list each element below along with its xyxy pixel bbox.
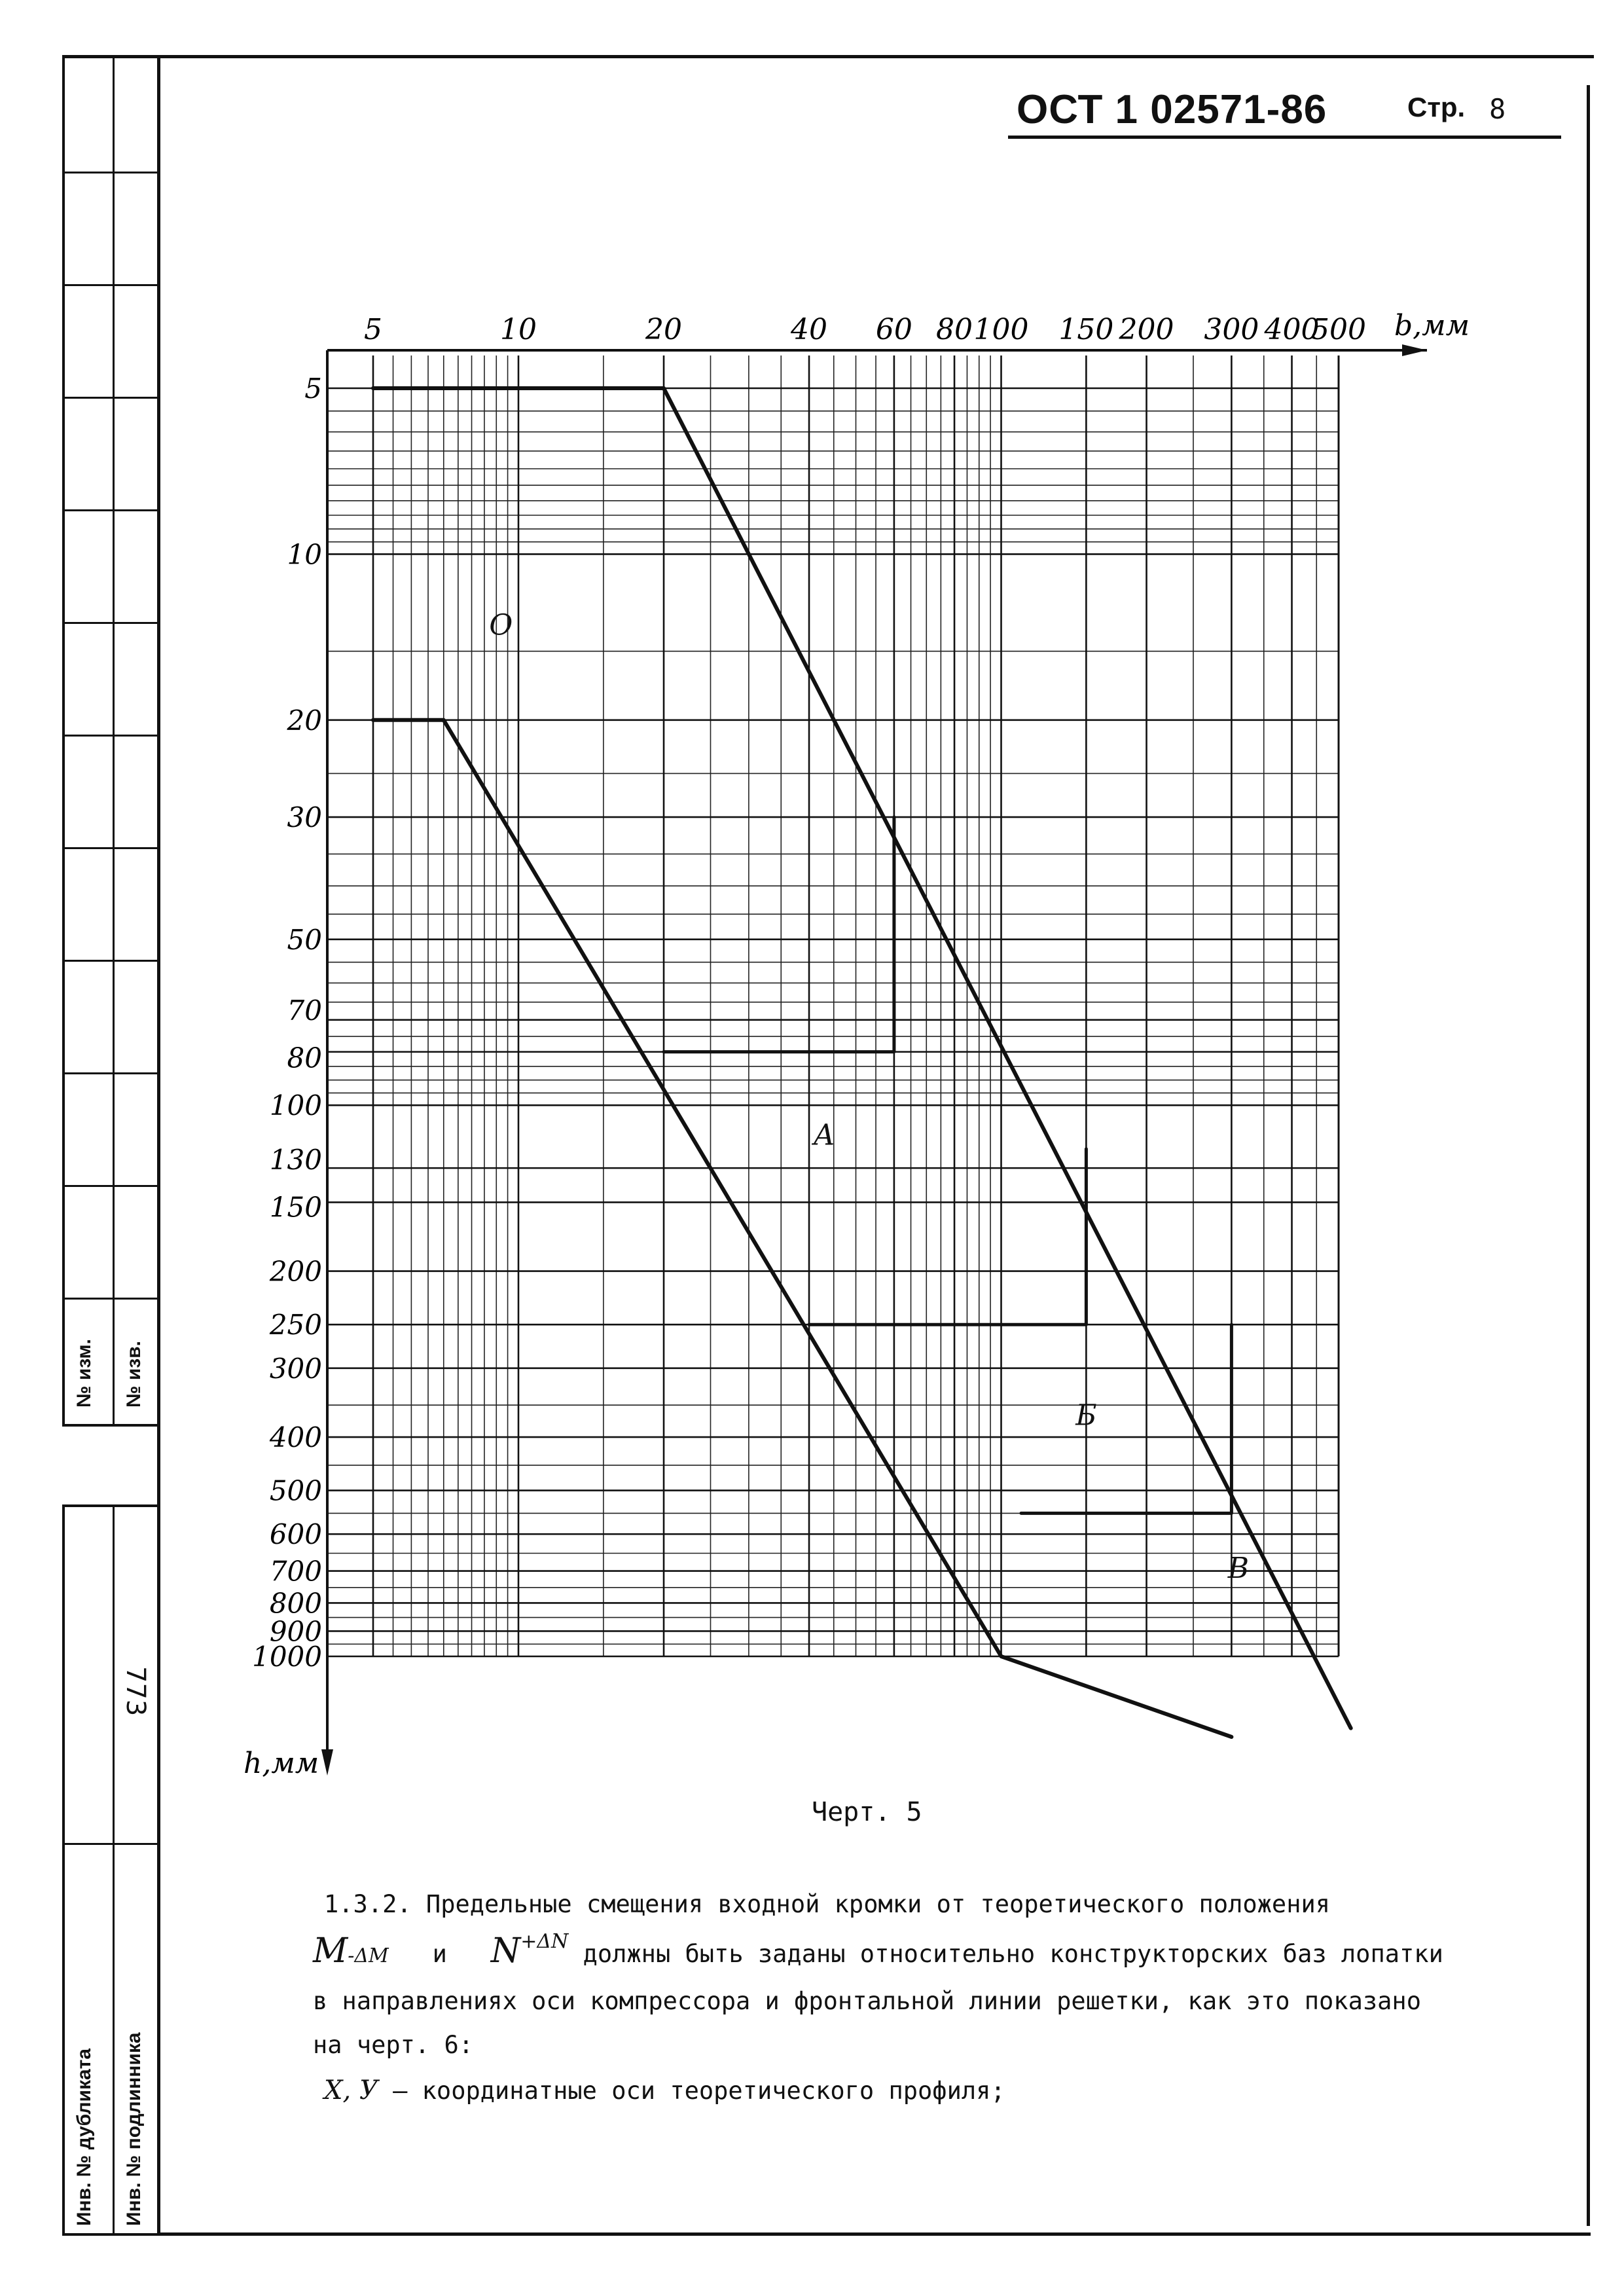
y-tick-label: 30 — [287, 801, 322, 834]
y-tick-label: 400 — [269, 1421, 322, 1454]
x-tick-label: 300 — [1204, 313, 1259, 346]
margin-dublikat-label: Инв. № дубликата — [73, 2048, 95, 2226]
margin-izv-label: № изв. — [123, 1341, 145, 1408]
region-label: Б — [1075, 1398, 1097, 1432]
x-tick-label: 400 — [1264, 313, 1320, 346]
y-tick-label: 150 — [269, 1191, 322, 1224]
region-label: А — [813, 1118, 835, 1152]
y-tick-label: 10 — [287, 538, 322, 571]
page-label: Стр. — [1407, 92, 1466, 122]
margin-podlinnik-label: Инв. № подлинника — [123, 2032, 145, 2226]
lower-boundary-line — [373, 720, 1231, 1737]
y-axis-label: h,мм — [244, 1747, 319, 1780]
y-tick-label: 300 — [269, 1352, 322, 1385]
x-tick-label: 500 — [1311, 313, 1366, 346]
paragraph-1-line-2 — [313, 1931, 1443, 1971]
document-id: ОСТ 1 02571-86 — [1017, 87, 1327, 132]
y-tick-label: 500 — [269, 1474, 322, 1507]
word-and: и — [432, 1940, 447, 1968]
x-tick-label: 80 — [936, 313, 973, 346]
chart-grid-minor — [327, 355, 1339, 1656]
upper-boundary-line — [373, 388, 1351, 1728]
zone-boundary-line — [809, 1149, 1086, 1324]
y-tick-label: 50 — [287, 923, 322, 956]
y-tick-label: 80 — [287, 1042, 322, 1074]
region-label: О — [489, 608, 513, 642]
paragraph-2 — [324, 2075, 1005, 2105]
y-tick-label: 130 — [269, 1144, 322, 1176]
x-tick-label: 150 — [1058, 313, 1114, 346]
x-tick-label: 40 — [791, 313, 828, 346]
figure-caption: Черт. 5 — [812, 1797, 922, 1827]
x-axis-label: b,мм — [1394, 309, 1470, 342]
y-axis-arrow — [321, 1749, 333, 1776]
symbol-m: M — [313, 1931, 348, 1971]
symbol-n-sup: +ΔN — [520, 1930, 569, 1953]
chart-y-tick-labels — [252, 373, 322, 1673]
y-tick-label: 900 — [269, 1615, 322, 1648]
zone-boundary-line — [1021, 1324, 1231, 1513]
chart-grid-major — [327, 355, 1339, 1656]
y-tick-label: 100 — [269, 1089, 322, 1122]
chart-axes — [244, 309, 1470, 1780]
chart-x-tick-labels — [364, 313, 1366, 346]
podlinnik-number: 773 — [120, 1666, 151, 1717]
y-tick-label: 800 — [269, 1587, 322, 1620]
y-tick-label: 5 — [304, 373, 322, 405]
paragraph-1-line-1: 1.3.2. Предельные смещения входной кромки от теоретического положения — [324, 1890, 1331, 1918]
y-tick-label: 600 — [269, 1518, 322, 1551]
x-axis-arrow — [1402, 344, 1427, 356]
x-tick-label: 20 — [645, 313, 683, 346]
x-tick-label: 60 — [875, 313, 912, 346]
zone-boundary-line — [664, 817, 894, 1052]
x-tick-label: 200 — [1119, 313, 1174, 346]
y-tick-label: 200 — [269, 1255, 322, 1288]
x-tick-label: 5 — [364, 313, 382, 346]
x-tick-label: 100 — [973, 313, 1029, 346]
paragraph-1-line-3: в направлениях оси компрессора и фронтальной линии решетки, как это показано — [313, 1987, 1421, 2015]
paragraph-1-line-4: на черт. 6: — [313, 2031, 474, 2059]
paragraph-2-text: – координатные оси теоретического профиля; — [378, 2077, 1005, 2105]
y-tick-label: 1000 — [252, 1641, 322, 1673]
region-label: В — [1227, 1551, 1250, 1585]
margin-izm-label: № изм. — [73, 1339, 95, 1408]
y-tick-label: 700 — [269, 1555, 322, 1588]
symbol-n: N — [490, 1931, 521, 1971]
y-tick-label: 70 — [287, 994, 322, 1027]
y-tick-label: 250 — [269, 1309, 322, 1341]
x-tick-label: 10 — [500, 313, 537, 346]
y-tick-label: 20 — [287, 704, 322, 737]
axes-symbols: X, У — [324, 2075, 378, 2105]
paragraph-1-line-2-text: должны быть заданы относительно конструкторских баз лопатки — [583, 1940, 1443, 1968]
symbol-m-sub: -ΔM — [348, 1944, 389, 1967]
page-number: 8 — [1489, 93, 1506, 125]
